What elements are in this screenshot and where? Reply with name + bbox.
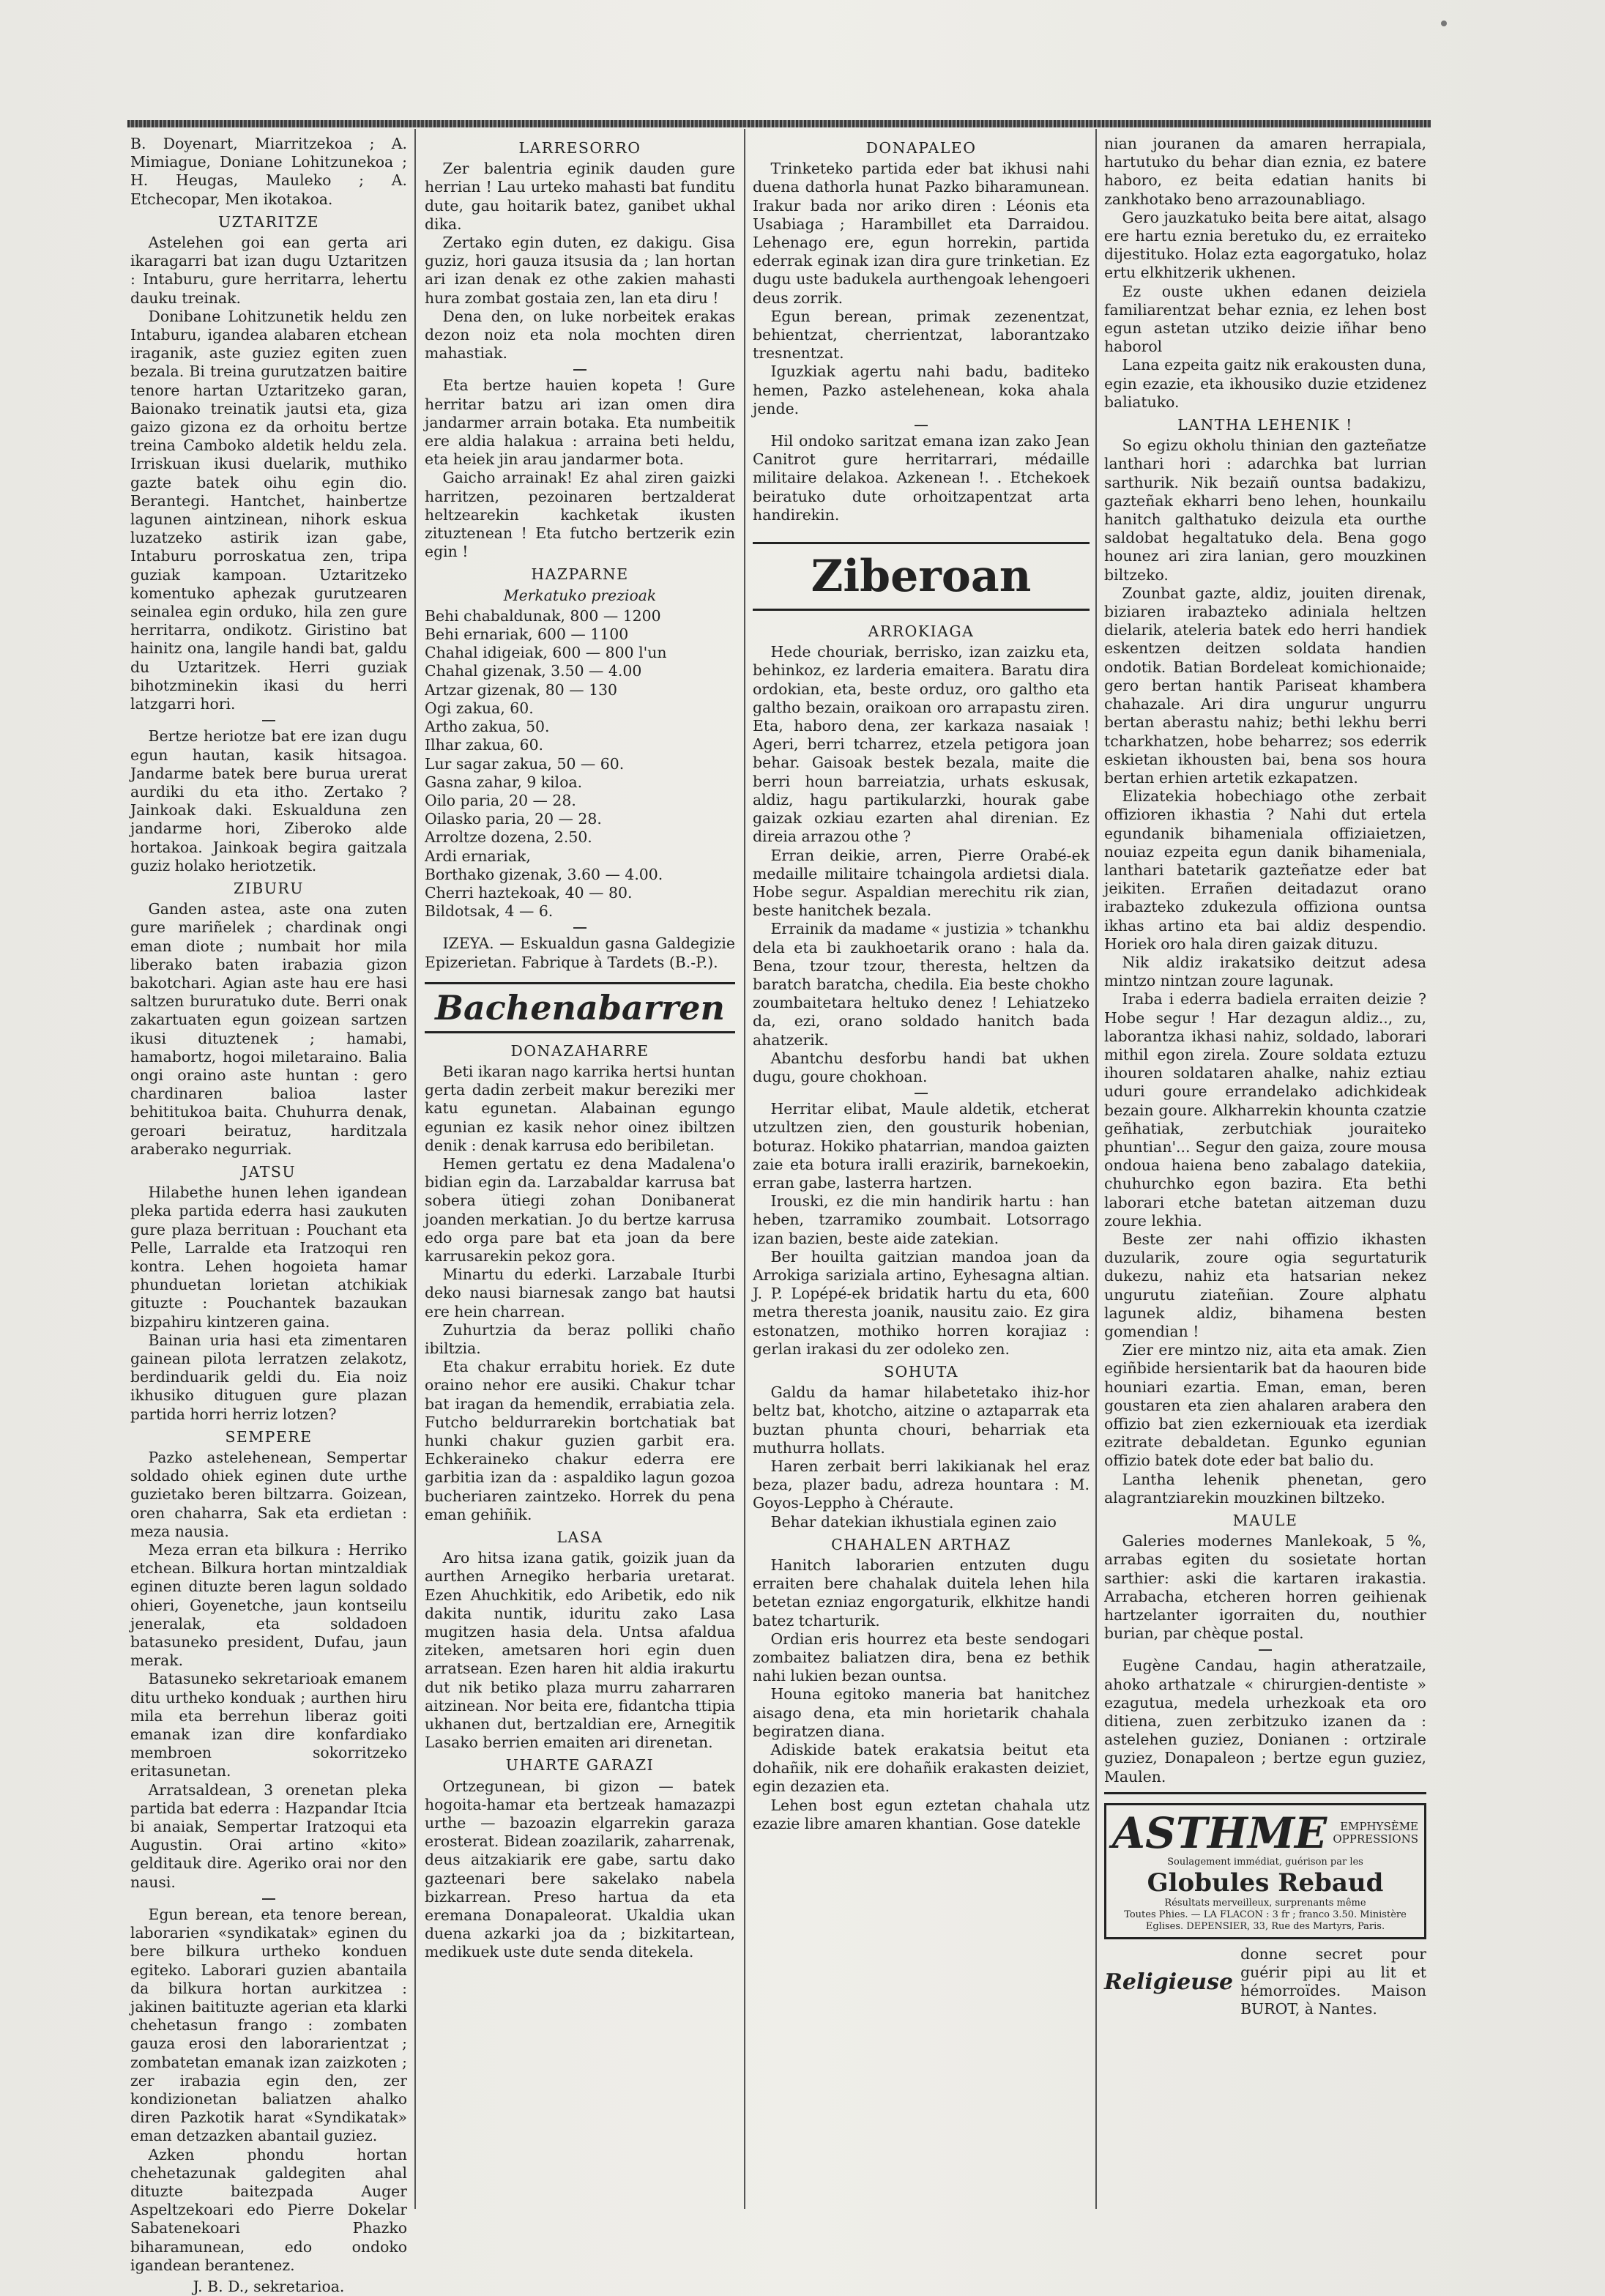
ad-text: Toutes Phies. — LA FLACON : 3 fr ; franco 3.50. Ministère Eglises. DEPENSIER, 33, Rue des Martyrs, Paris. xyxy=(1124,1909,1407,1932)
section-heading: LARRESORRO xyxy=(518,139,641,157)
paragraph: Lantha lehenik phenetan, gero alagrantziarekin mouzkinen biltzeko. xyxy=(1104,1470,1426,1506)
paragraph: Galdu da hamar hilabetetako ihiz-hor beltz bat, khotcho, aitzine o aztaparrak eta buztan phunta chouri, beharriak eta muthurra hollats. xyxy=(753,1383,1090,1457)
price-line: Oilo paria, 20 — 28. xyxy=(425,791,576,809)
paragraph: Azken phondu hortan chehetazunak galdegiten ahal dituzte baitezpada Auger Aspeltzekoari edo Pierre Dokelar Sabatenekoari Phazko biharamunean, edo ondoko igandean berantenez. xyxy=(130,2145,407,2274)
column-3 xyxy=(753,135,1090,2207)
paragraph: Bertze heriotze bat ere izan dugu egun hautan, kasik hitsagoa. Jandarme batek bere burua urerat aurdiki du eta itho. Zertako ? Jainkoak daki. Eskualduna zen jandarme hori, Ziberoko alde hortakoa. Jainkoak begira gaitzala guziz holako heriotzetik. xyxy=(130,727,407,874)
price-line: Borthako gizenak, 3.60 — 4.00. xyxy=(425,865,663,883)
paragraph: Minartu du ederki. Larzabale Iturbi deko nausi biarnesak zango bat hautsi ere hein charrean. xyxy=(425,1266,735,1320)
separator xyxy=(573,927,586,929)
advertisement xyxy=(1104,1803,1426,1939)
price-line: Chahal gizenak, 3.50 — 4.00 xyxy=(425,662,642,680)
subheading: Merkatuko prezioak xyxy=(503,586,657,604)
paragraph: Eta bertze hauien kopeta ! Gure herritar batzu ari izan omen dira jandarmer arrain botaka. Eta numbeitik ere aldia halakua : arraina beti heldu, eta heiek jin arau jandarmer bota. xyxy=(425,376,735,469)
price-line: Lur sagar zakua, 50 — 60. xyxy=(425,754,625,773)
paragraph: Dena den, on luke norbeitek erakas dezon noiz eta nola mochten diren mahastiak. xyxy=(425,307,735,363)
ad-side-text: EMPHYSÈME OPPRESSIONS xyxy=(1333,1819,1418,1846)
price-line: Bildotsak, 4 — 6. xyxy=(425,902,554,921)
separator xyxy=(915,425,928,426)
section-heading: UZTARITZE xyxy=(217,212,320,231)
section-heading: DONAPALEO xyxy=(865,139,977,157)
section-heading: SOHUTA xyxy=(884,1362,958,1381)
section-banner: Bachenabarren xyxy=(425,982,735,1033)
paragraph: Eugène Candau, hagin atheratzaile, ahoko arthatzale « chirurgien-dentiste » ezagutua, medela urhezkoak eta oro ditiena, zuen zerbitzuko izanen da : astelehen guziez, Donianen : ortzirale guziez, Donapaleon ; bertze egun guziez, Maulen. xyxy=(1104,1657,1426,1786)
divider xyxy=(1104,1792,1426,1794)
price-line: Cherri haztekoak, 40 — 80. xyxy=(425,883,633,902)
paragraph: Hil ondoko saritzat emana izan zako Jean Canitrot gure herritarrari, médaille militaire delakoa. Azkenean !. . Etchekoek beiratuko dute orhoitzapentzat arta handirekin. xyxy=(753,432,1090,524)
paragraph: Elizatekia hobechiago othe zerbait offizioren ikhastia ? Nahi dut ertela egundanik bihameniala offiziaietzen, nouiaz ezpeita egun danik bihameniala, lanthari batetarik gazteñatze eder bat jeikiten. Errañen deitadazut orano irabazteko zdukezula offiziona ountsa ikhas artino eta bai aldiz despendio. Horiek oro hala diren gaizak dituzu. xyxy=(1104,787,1426,953)
section-heading: HAZPARNE xyxy=(531,565,629,584)
price-line: Artzar gizenak, 80 — 130 xyxy=(425,680,618,699)
separator xyxy=(262,1898,275,1900)
section-heading: ARROKIAGA xyxy=(868,623,975,641)
paragraph: Iraba i ederra badiela erraiten deizie ? Hobe segur ! Har dezagun aldiz.., zu, laborantza ikhasi nahiz, soldado, laborari mithil egon zirela. Zoure soldata eztuzu ihouren soldataren ahalke, nahiz eztiau uduri goure errandelako adichkideak bezain goure. Alkharrekin khounta czatzie geñhatiak, zerbutchiak jouraiteko phuntian'... Segur den gaiza, zoure mousa ondoua haiena beno zabalago datekiia, chuhurchko egon bazira. Eta bethi laborari etche batetan aitzeman duzu zoure lekhia. xyxy=(1104,990,1426,1230)
paragraph: Bainan uria hasi eta zimentaren gainean pilota lerratzen zelakotz, berdinduarik geldi du. Eia noiz ikhusiko dituguen gure plazan partida horri herriz lotzen? xyxy=(130,1331,407,1423)
section-heading: LASA xyxy=(556,1528,603,1547)
price-line: Ilhar zakua, 60. xyxy=(425,736,544,754)
paragraph: Erran deikie, arren, Pierre Orabé-ek medaille militaire tchaingola ardietsi diala. Hobe segur. Aspaldian merechitu rik zian, beste hanitchek bezala. xyxy=(753,846,1090,920)
section-heading: LANTHA LEHENIK ! xyxy=(1177,416,1353,434)
paragraph: Haren zerbait berri lakikianak hel eraz beza, plazer badu, adreza hountara : M. Goyos-Leppho à Chéraute. xyxy=(753,1457,1090,1512)
section-heading: SEMPERE xyxy=(225,1427,313,1446)
ad-text: donne secret pour guérir pipi au lit et hémorroïdes. Maison BUROT, à Nantes. xyxy=(1240,1944,1426,2018)
ad-product: Globules Rebaud xyxy=(1147,1868,1384,1898)
paragraph: Zer balentria eginik dauden gure herrian ! Lau urteko mahasti bat funditu dute, gau hoitarik batez, ganibet ukhal dika. xyxy=(425,160,735,233)
price-line: Ardi ernariak, xyxy=(425,847,531,865)
paragraph: Egun berean, primak zezenentzat, behientzat, cherrientzat, laborantzako tresnentzat. xyxy=(753,307,1090,363)
paragraph: Ber houilta gaitzian mandoa joan da Arrokiga sariziala artino, Eyhesagna altian. J. P. Lopépé-ek bridatik hartu du eta, 600 metra theresta joanik, nausitu zaio. Ez gira estonatzen, mothiko horren korajiaz : gerlan irakasi du zer odoleko zen. xyxy=(753,1247,1090,1358)
column-1 xyxy=(130,135,407,2295)
separator xyxy=(1259,1649,1272,1651)
paragraph: Lehen bost egun eztetan chahala utz ezazie libre amaren khantian. Gose datekle xyxy=(753,1796,1090,1832)
signature: J. B. D., sekretarioa. xyxy=(193,2277,345,2295)
price-line: Oilasko paria, 20 — 28. xyxy=(425,810,602,828)
column-divider xyxy=(1095,129,1097,2209)
paragraph: Gaicho arrainak! Ez ahal ziren gaizki harritzen, pezoinaren bertzalderat heltzearekin kachketak ikusten zituztenean ! Eta futcho bertzerik ezin egin ! xyxy=(425,469,735,561)
column-4 xyxy=(1104,135,1426,2207)
paragraph: Aro hitsa izana gatik, goizik juan da aurthen Arnegiko herbaria uretarat. Ezen Ahuchkitik, edo Aribetik, edo nik dakita nuntik, iduritu zako Lasa mugitzen hasia dela. Untsa afaldua ziteken, ametsaren hori egin duen arratsean. Ezen haren hit aldia irakurtu dut nik betiko plaza murru zaharraren aitzinean. Nor beita ere, fidantcha ttipia ukhanen dut, bertzaldian ere, Arnegitik Lasako berrien emaiten ari direnetan. xyxy=(425,1549,735,1752)
paragraph: B. Doyenart, Miarritzekoa ; A. Mimiague, Doniane Lohitzunekoa ; H. Heugas, Mauleko ; A. Etchecopar, Men ikotakoa. xyxy=(130,135,407,208)
section-heading: MAULE xyxy=(1232,1512,1298,1530)
paragraph: Ez ouste ukhen edanen deiziela familiarentzat behar eznia, ez lehen bost egun astetan utziko deizie iñhar beno haborol xyxy=(1104,282,1426,356)
paragraph: Eta chakur errabitu horiek. Ez dute oraino nehor ere ausiki. Chakur tchar bat iragan da hemendik, errabiatia zela. Futcho beldurrarekin bortchatiak bat hunki chakur guzien garbit era. Echkeraineko chakur ederra ere garbitia izan da : aspaldiko lagun gozoa bucheriaren zaintzeko. Horrek du pena eman gehiñik. xyxy=(425,1358,735,1523)
paragraph: Zier ere mintzo niz, aita eta amak. Zien egiñbide hersientarik bat da haouren bide houniari ezartia. Eman, eman, beren goustaren eta zien ahalaren arabera den offizio bat zien ezkerniouak eta izerdiak ezitrate debaldetan. Egunko egunian offizio batek dote eder bat balio du. xyxy=(1104,1341,1426,1470)
paragraph: Batasuneko sekretarioak emanem ditu urtheko konduak ; aurthen hiru mila eta berrehun liberaz goiti emanak izan dire konfardiako membroen sokorritzeko eritasunetan. xyxy=(130,1670,407,1780)
separator xyxy=(262,720,275,721)
section-heading: UHARTE GARAZI xyxy=(505,1756,655,1775)
section-heading: ZIBURU xyxy=(234,879,304,897)
paragraph: nian jouranen da amaren herrapiala, hartutuko du behar dian eznia, ez batere haboro, ez beita edatian hanits bi zankhotako beno arrazounabliago. xyxy=(1104,135,1426,208)
separator xyxy=(573,369,586,371)
ad-title: ASTHME xyxy=(1112,1808,1327,1858)
section-heading: CHAHALEN ARTHAZ xyxy=(831,1535,1011,1553)
paragraph: Beti ikaran nago karrika hertsi huntan gerta dadin zerbeit makur bereziki mer katu egunetan. Alabainan egungo egunian ez kasik nehor oinez ibiltzen denik : denak karrusa edo beribiletan. xyxy=(425,1062,735,1154)
ad-text: Résultats merveilleux, surprenants même xyxy=(1164,1897,1366,1909)
paragraph: Arratsaldean, 3 orenetan pleka partida bat ederra : Hazpandar Itcia bi anaiak, Sempertar Iratzoqui eta Augustin. Orai artino «kito» gelditauk dire. Ageriko orai nor den nausi. xyxy=(130,1780,407,1891)
column-divider xyxy=(414,129,416,2209)
price-line: Behi chabaldunak, 800 — 1200 xyxy=(425,606,661,625)
paragraph: Galeries modernes Manlekoak, 5 %, arrabas egiten du sosietate hortan sarthier: aski die kartaren irakastia. Arrabacha, etcheren horren geihienak hartzelanter igorraiten du, nouthier burian, par chèque postal. xyxy=(1104,1532,1426,1643)
ad-text: Soulagement immédiat, guérison par les xyxy=(1167,1856,1363,1868)
section-banner: Ziberoan xyxy=(753,542,1090,611)
paragraph: Zertako egin duten, ez dakigu. Gisa guziz, hori gauza itsusia da ; lan hortan ari izan denak ez othe zakien mahasti hura zombat gostaia zen, lan eta diru ! xyxy=(425,234,735,307)
column-divider xyxy=(744,129,745,2209)
paragraph: Astelehen goi ean gerta ari ikaragarri bat izan dugu Uztaritzen : Intaburu, gure herritarra, lehertu dauku treinak. xyxy=(130,234,407,307)
paragraph: Houna egitoko maneria bat hanitchez aisago dena, eta min horietarik chahala begiratzen diana. xyxy=(753,1685,1090,1740)
paragraph: Nik aldiz irakatsiko deitzut adesa mintzo nintzan zoure lagunak. xyxy=(1104,953,1426,990)
price-line: Gasna zahar, 9 kiloa. xyxy=(425,773,583,791)
paragraph: Hilabethe hunen lehen igandean pleka partida ederra hasi zaukuten gure plaza berrituan : Pouchant eta Pelle, Larralde eta Iratzoqui ren kontra. Lehen hogoieta hamar phunduetan lorietan atchikiak gituzte : Pouchantek bazaukan bizpahiru kintzeren gaina. xyxy=(130,1184,407,1331)
paragraph: Irouski, ez die min handirik hartu : han heben, tzarramiko zoumbait. Lotsorrago izan bazien, beste aide zatekian. xyxy=(753,1192,1090,1247)
header-rule xyxy=(127,120,1431,127)
paragraph: Ordian eris hourrez eta beste sendogari zombaitez baliatzen dira, bena ez bethik nahi lukien bezan ountsa. xyxy=(753,1630,1090,1685)
paragraph: Zuhurtzia da beraz polliki chaño ibiltzia. xyxy=(425,1320,735,1357)
paragraph: Pazko astelehenean, Sempertar soldado ohiek eginen dute urthe guzietako beren biltzarra. Goizean, oren chaharra, Sak eta erdietan : meza nausia. xyxy=(130,1449,407,1540)
paragraph: Hede chouriak, berrisko, izan zaizku eta, behinkoz, ez larderia emaitera. Baratu dira ordokian, eta, beste orduz, oro galtho eta galtho bezain, oraikoan oro arrapastu ziren. Eta, haboro dena, zer karkaza nasaiak ! Ageri, berri tcharrez, etzela petigora joan behar. Gaisoak bestek bezala, maite die berri houn barreiatzia, urhats eskusak, aldiz, hagu partikularzki, hourak gabe gaizak ozkiau ezarten ahal direnian. Ez direia arrazou othe ? xyxy=(753,643,1090,846)
paragraph: Errainik da madame « justizia » tchankhu dela eta bi zaukhoetarik orano : hala da. Bena, tzour tzour, theresta, heltzen da baratch baratcha, chedila. Eia beste chokho zoumbaitetara heltuko denez ! Lehiatzeko da, ezi, orano soldado hanitch bada ahatzerik. xyxy=(753,920,1090,1049)
paragraph: Hanitch laborarien entzuten dugu erraiten bere chahalak duitela lehen hila betetan ezniaz engorgaturik, elkhitze handi batez tcharturik. xyxy=(753,1556,1090,1630)
ad-title: Religieuse xyxy=(1104,1969,1234,1995)
paragraph: Trinketeko partida eder bat ikhusi nahi duena dathorla hunat Pazko biharamunean. Irakur bada nor ariko diren : Léonis eta Usabiaga ; Harambillet eta Darraidou. Lehenago ere, egun horrekin, partida ederrak eginak izan dira gure trinketian. Ez dugu uste badukela aurthengoak lehengoeri deus zorrik. xyxy=(753,160,1090,307)
paragraph: Adiskide batek erakatsia beitut eta dohañik, nik ere dohañik erakasten deiziet, egin dezazien eta. xyxy=(753,1741,1090,1796)
corner-mark xyxy=(1441,21,1447,26)
section-heading: DONAZAHARRE xyxy=(510,1041,649,1060)
paragraph: Lana ezpeita gaitz nik erakousten duna, egin ezazie, eta ikhousiko duzie etzidenez baliatuko. xyxy=(1104,356,1426,411)
price-line: Behi ernariak, 600 — 1100 xyxy=(425,625,629,644)
paragraph: Ganden astea, aste ona zuten gure mariñelek ; chardinak ongi eman diote ; numbait hor mila liberako baten irabazia gizon bakotchari. Agian aste hau ere hasi saltzen bururatuko dute. Berri onak zakartuaten egun goizean sartzen ikusi dituztenek ; hamabi, hamabortz, hogoi miletaraino. Balia ongi oraino aste huntan : gero chardinaren balioa laster behititukoa baita. Chuhurra denak, geroari beiratuz, harditzala araberako negurriak. xyxy=(130,900,407,1158)
paragraph: Donibane Lohitzunetik heldu zen Intaburu, igandea alabaren etchean iraganik, aste guziez egiten zuen bezala. Bi treina gurutzatzen baitire tenore hartan Uztaritzeko garan, Baionako treinatik jautsi eta, giza gaizo gizona ez da orhoitu bertze treina Camboko aldetik heldu zela. Irriskuan ikusi duelarik, muthiko gazte batek oihu egin dio. Berantegi. Hantchet, hainbertze lagunen aintzinean, nihork eskua luzatzeko astirik izan gabe, Intaburu porroskatua zen, tripa guziak kampoan. Uztaritzeko komentuko aphezak gurutzearen seinalea egin orduko, hila zen gure herritarra, ondikotz. Giristino bat hainitz ona, langile handi bat, galdu du Uztaritzek. Herri guziak bihotzminekin ikasi du herri latzgarri hori. xyxy=(130,307,407,713)
paragraph: Abantchu desforbu handi bat ukhen dugu, goure chokhoan. xyxy=(753,1049,1090,1085)
advertisement xyxy=(1104,1945,1426,2019)
price-line: Artho zakua, 50. xyxy=(425,718,550,736)
paragraph: Gero jauzkatuko beita bere aitat, alsago ere hartu eznia beretuko du, ez erraiteko dijestituko. Holaz ezta eagorgatuko, holaz ertu elkhitzerik ukhenen. xyxy=(1104,208,1426,282)
paragraph: Herritar elibat, Maule aldetik, etcherat utzultzen zien, den gousturik hobenian, boturaz. Hokiko phatarrian, mandoa gaizten zaie eta botura iralli erazirik, barnekoekin, erran gabe, lasterra hartzen. xyxy=(753,1100,1090,1192)
price-line: Ogi zakua, 60. xyxy=(425,699,534,717)
paragraph: Beste zer nahi offizio ikhasten duzularik, zoure ogia segurtaturik dukezu, nahiz eta hatsarian nekez ungurutu ziateñian. Zoure alphatu lagunek aldiz, bihamena besten gomendian ! xyxy=(1104,1230,1426,1340)
paragraph: IZEYA. — Eskualdun gasna Galdegizie Epizerietan. Fabrique à Tardets (B.-P.). xyxy=(425,935,735,971)
paragraph: Hemen gertatu ez dena Madalena'o bidian egin da. Larzabaldar karrusa bat sobera ütiegi zohan Donibanerat joanden merkatian. Jo du bertze karrusa edo orga pare bat eta joan da bere karrusarekin pekoz gora. xyxy=(425,1154,735,1265)
price-line: Chahal idigeiak, 600 — 800 l'un xyxy=(425,644,667,662)
paragraph: Meza erran eta bilkura : Herriko etchean. Bilkura hortan mintzaldiak eginen dituzte beren lagun soldado ohieri, Goyenetche, jaun kontseilu jeneralak, eta soldadoen batasuneko president, Dufau, jaun merak. xyxy=(130,1541,407,1670)
paragraph: Zounbat gazte, aldiz, jouiten direnak, biziaren irabazteko adiniala heltzen dielarik, ateleria batek edo herri handiek eskentzen deitzen soldata handien ondotik. Batian Bordeleat komichionaide; gero bertan hantik Pariseat khambera chahazale. Ari dira ungurur ungurru bertan aberastu nahiz; bethi lekhu berri tcharkhatzen, hobe beharrez; sos ederrik eskietan ikhousten bai, bena sos houra bertan erhien artetik ezkapatzen. xyxy=(1104,584,1426,787)
paragraph: Iguzkiak agertu nahi badu, baditeko hemen, Pazko astelehenean, koka ahala jende. xyxy=(753,363,1090,417)
paragraph: Ortzegunean, bi gizon — batek hogoita-hamar eta bertzeak hamazazpi urthe — bazoazin elgarrekin garaza erosterat. Bidean zoazilarik, zaharrenak, deus aitzakiarik ere gabe, sartu dako gazteenari bere sakelako nabela bizkarrean. Preso hartua da eta eremana Donapaleorat. Ukaldia ukan duena azkarki joa da ; bizkitartean, medikuek uste dute senda ditekela. xyxy=(425,1777,735,1961)
section-heading: JATSU xyxy=(241,1162,297,1181)
paragraph: Behar datekian ikhustiala eginen zaio xyxy=(770,1512,1057,1531)
paragraph: So egizu okholu thinian den gazteñatze lanthari hori : adarchka bat lurrian sarthurik. Nik bezaiñ ountsa badakizu, gazteñak ekharri beno lehen, hounkailu hanitch galthatuko deizula eta ourthe saldobat hegaltatuko dela. Bena gogo hounez ari zira lanian, gero mouzkinen biltzeko. xyxy=(1104,436,1426,584)
paragraph: Egun berean, eta tenore berean, laborarien «syndikatak» eginen du bere bilkura urtheko konduen egiteko. Laborari guzien abantaila da bilkura hortan aurkitzea : jakinen baitituzte agerian eta klarki chehetasun frango : zombaten gauza erosi den laborarientzat ; zombatetan emanak izan zaizkoten ; zer irabazia egin den, zer kondizionetan baliatzen ahalko diren Pazkotik harat «Syndikatak» eman detzazken abantail guziez. xyxy=(130,1905,407,2145)
price-line: Arroltze dozena, 2.50. xyxy=(425,828,592,847)
separator xyxy=(915,1093,928,1094)
column-2 xyxy=(425,135,735,2207)
